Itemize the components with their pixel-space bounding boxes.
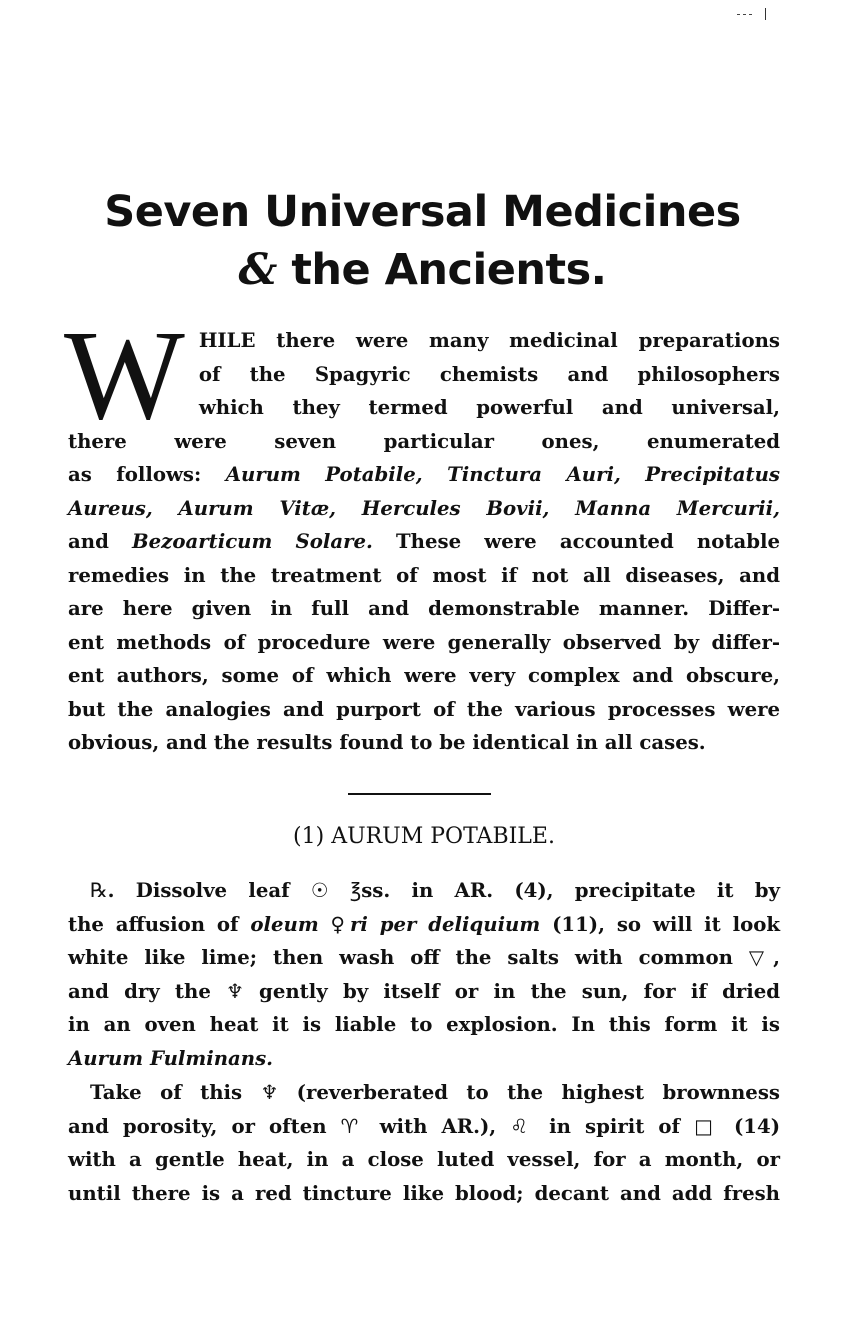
text-span: Take of this [90, 1081, 261, 1104]
text-line [68, 1076, 780, 1110]
recipe-symbol-icon: ℞ [90, 879, 108, 902]
text-span: white like lime; then wash off the salts with common [68, 946, 749, 969]
text-line: HILE there were many medicinal preparations [198, 329, 780, 352]
text-span: in spirit of [535, 1114, 695, 1138]
title-ampersand: & [238, 245, 277, 295]
text-span: . Dissolve leaf [107, 879, 311, 902]
water-symbol-icon: ▽ [748, 946, 774, 969]
text-line [68, 525, 780, 559]
text-span: , [773, 946, 781, 969]
drop-cap: W [64, 304, 185, 446]
calx-symbol-icon: ♆ [226, 979, 244, 1003]
text-span: and [68, 530, 133, 553]
text-span: the affusion of [68, 912, 251, 936]
page-title [60, 183, 785, 299]
text-span: These were accounted notable [372, 530, 780, 553]
gold-symbol-icon: ☉ [310, 879, 329, 902]
text-line [68, 1110, 780, 1144]
medicine-names: Aurum Potabile, Tinctura Auri, Precipitatus [225, 463, 780, 486]
text-span: with AR.), [365, 1114, 511, 1138]
square-symbol-icon: □ [694, 1114, 720, 1138]
calx-symbol-icon: ♆ [260, 1081, 279, 1104]
text-line [68, 874, 780, 908]
text-span: as follows: [68, 463, 226, 486]
text-span: (14) [719, 1114, 781, 1138]
text-span: (reverberated to the highest brownness [278, 1081, 781, 1104]
text-line: which they termed powerful and universal, [198, 396, 780, 419]
text-line: obvious, and the results found to be identical in all cases. [68, 731, 706, 754]
text-line: until there is a red tincture like blood; decant and add fresh [68, 1181, 780, 1205]
tartar-symbol-icon: ♀ [330, 912, 350, 936]
text-line: but the analogies and purport of the various processes were [68, 697, 780, 721]
text-line: of the Spagyric chemists and philosophers [198, 362, 780, 386]
text-line: remedies in the treatment of most if not all diseases, and [68, 563, 780, 587]
text-line: Aurum Fulminans. [68, 1046, 274, 1070]
aries-symbol-icon: ♈ [340, 1114, 366, 1138]
intro-paragraph [64, 304, 780, 760]
medicine-name: Bezoarticum Solare. [132, 530, 373, 553]
text-line: are here given in full and demonstrable manner. Differ- [68, 597, 780, 620]
text-line [68, 458, 780, 492]
section-divider [348, 793, 491, 795]
text-span: and porosity, or often [68, 1114, 341, 1138]
text-span: ri per deliquium [349, 912, 541, 936]
ounce-symbol-icon: ℥ [349, 879, 362, 902]
text-line: Aureus, Aurum Vitæ, Hercules Bovii, Manna Mercurii, [68, 496, 780, 520]
text-span: ss. in AR. (4), precipitate it by [361, 879, 780, 902]
title-line-1: Seven Universal Medicines [104, 187, 741, 237]
text-span: (11), so will it look [540, 912, 780, 936]
section-heading: (1) AURUM POTABILE. [293, 824, 555, 849]
text-span: gently by itself or in the sun, for if dried [243, 979, 780, 1003]
text-span: oleum [250, 912, 331, 936]
text-line [68, 975, 780, 1009]
recipe-paragraph [68, 874, 780, 1075]
leo-symbol-icon: ♌ [510, 1114, 536, 1138]
text-line: ent authors, some of which were very complex and obscure, [68, 664, 780, 687]
text-line: with a gentle heat, in a close luted vessel, for a month, or [68, 1148, 780, 1171]
text-span: and dry the [68, 979, 227, 1003]
text-line: in an oven heat it is liable to explosion. In this form it is [68, 1013, 780, 1036]
title-line-2: the Ancients. [291, 245, 607, 295]
text-line [68, 908, 780, 942]
text-line: there were seven particular ones, enumerated [68, 429, 780, 453]
corner-mark [735, 8, 775, 20]
text-line: ent methods of procedure were generally observed by differ- [68, 630, 780, 654]
process-paragraph [68, 1076, 780, 1210]
text-line [68, 941, 780, 975]
